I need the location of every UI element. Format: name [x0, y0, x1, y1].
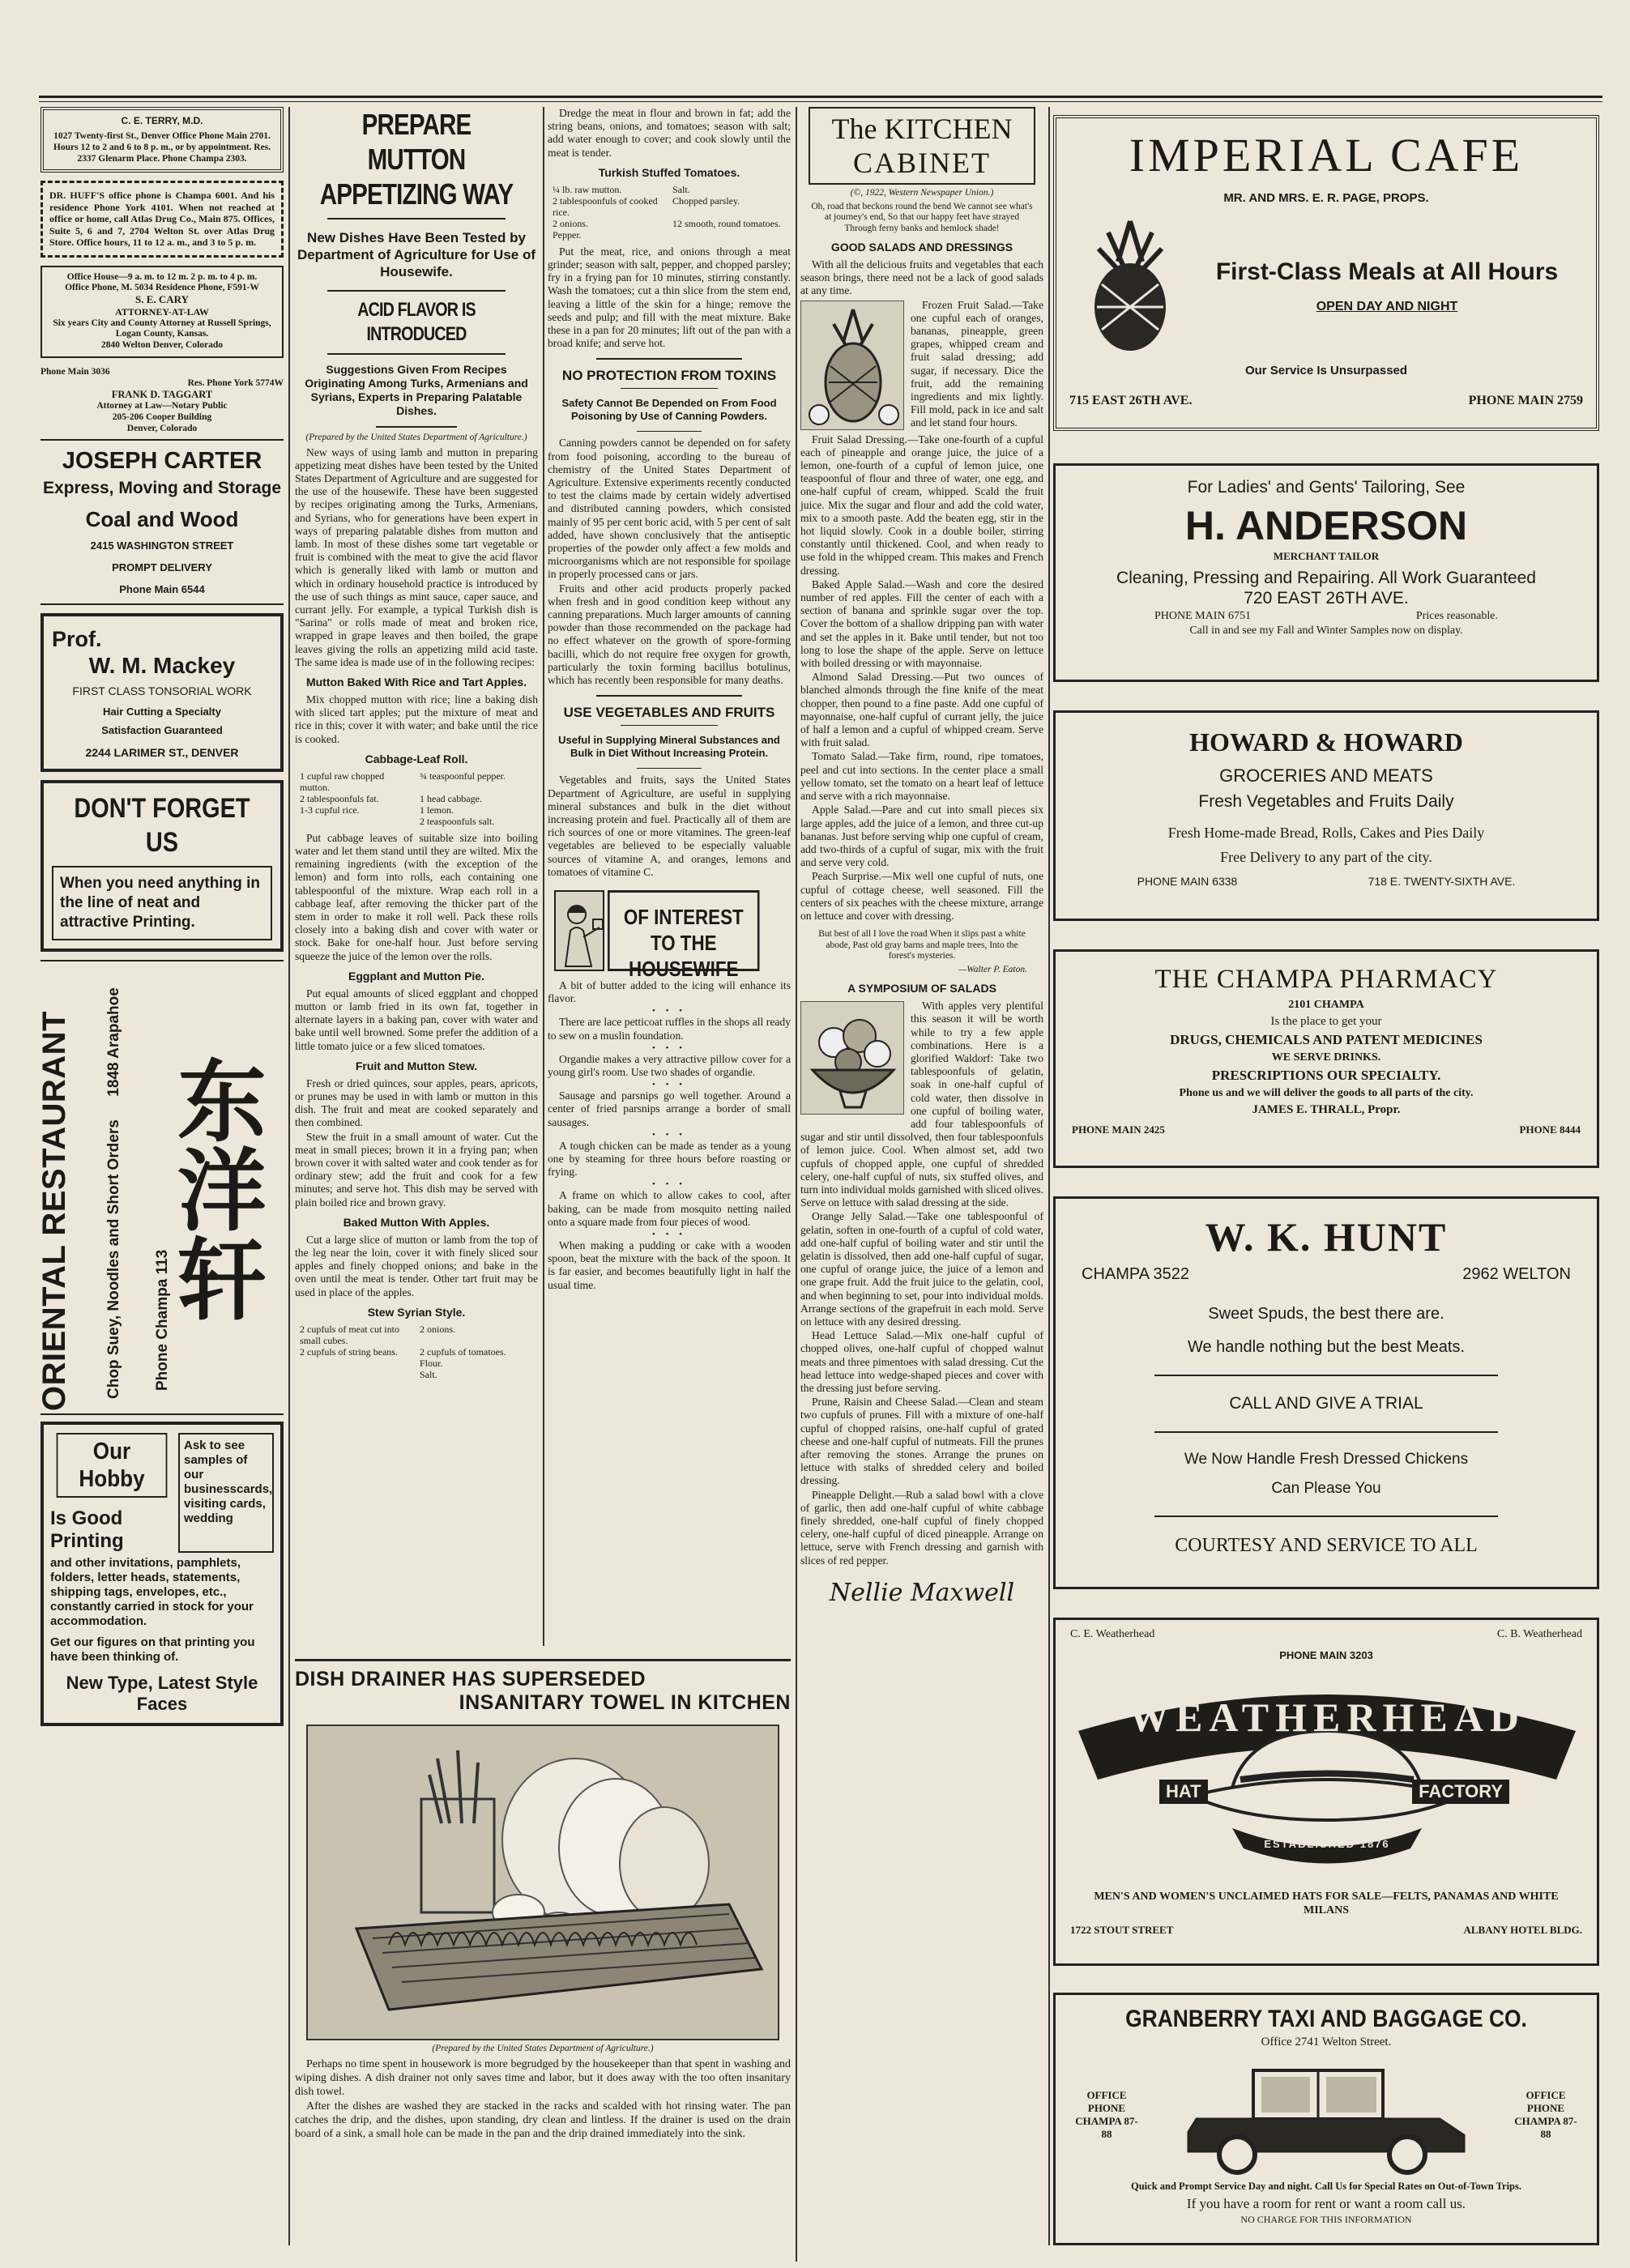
salads-headline: GOOD SALADS AND DRESSINGS — [830, 241, 1013, 254]
hunt-phone: CHAMPA 3522 — [1082, 1265, 1190, 1283]
terry-name: C. E. TERRY, M.D. — [121, 115, 203, 126]
divider — [327, 353, 506, 355]
kitchen-paragraph: Pineapple Delight.—Rub a salad bowl with a clove of garlic, then add one-half cupful of white cabbage finely shredded, one-half cupful of finely chopped celery, one-half cupful of diced pineapple. Arrange on lettuce, serve with French dressing and garnish with slices of red pepper. — [800, 1488, 1043, 1567]
kitchen-poet: —Walter P. Eaton. — [958, 964, 1027, 974]
column-separator — [796, 107, 797, 2262]
carter-line2: Coal and Wood — [85, 507, 239, 531]
pineapple-icon — [801, 301, 905, 431]
imperial-pineapple-logo — [1069, 216, 1191, 354]
weatherhead-est: ESTABLISHED 1876 — [1264, 1838, 1390, 1850]
kitchen-paragraph: Orange Jelly Salad.—Take one tablespoonful of gelatin, soften in one-fourth of a cupful of cold water, add one-half cupful of boiling water and stir until the gelatin is dissolved, then add one-half cupful of sugar, one cupful of orange juice, the juice of a lemon and one grape fruit. Add the fruit juice to the gelatin, cool, and when beginning to set, pour into individual molds. Arrange sections of the grapefruit in each mold. Serve on lettuce with any desired dressing. — [800, 1210, 1043, 1328]
separator-stars: • • • — [651, 1129, 687, 1140]
howard-footer — [1072, 875, 1581, 888]
article-paragraph: Vegetables and fruits, says the United States Department of Agriculture, are useful in supplying mineral substances and bulk in the diet without increasing protein and fuel. Practically all of them are rich sources of one or more vitamines. The green-leaf vegetables are believed to be especially valuable sources of vitamine A, and oranges, lemons and tomatoes of vitamine C. — [548, 774, 791, 878]
granberry-name: GRANBERRY TAXI AND BAGGAGE CO. — [1125, 2006, 1527, 2032]
ingredient: 2 onions. — [553, 217, 589, 229]
recipe-list — [553, 184, 786, 241]
mutton-subhead: Eggplant and Mutton Pie. — [348, 969, 484, 983]
hunt-row — [1073, 1265, 1579, 1284]
cary-title: ATTORNEY-AT-LAW — [115, 305, 209, 318]
hobby-head2: Is Good Printing — [50, 1507, 124, 1552]
ingredient: 2 onions. — [420, 1323, 456, 1335]
imperial-phone: PHONE MAIN 2759 — [1468, 394, 1583, 407]
divider — [376, 426, 457, 428]
imperial-service: Our Service Is Unsurpassed — [1244, 364, 1408, 377]
hobby-side: Ask to see samples of our businesscards, visiting cards, wedding — [178, 1433, 274, 1553]
drainer-paragraph: After the dishes are washed they are stacked in the racks and scalded with hot rinsing water. The pan catches the drip, and the dishes, upon standing, dry clean and lintless. If the drainer is used on the drain board of a sink, a small hole can be made in the pan and the drip drained immediately into the sink. — [295, 2100, 791, 2140]
carter-name: JOSEPH CARTER — [62, 448, 262, 474]
weatherhead-hat: HAT — [1159, 1780, 1208, 1804]
dish-drainer-photo — [306, 1724, 779, 2040]
ingredient: 2 tablespoonfuls of cooked rice. — [553, 194, 658, 218]
top-rule-thin — [39, 101, 1602, 102]
ad-howard — [1053, 710, 1599, 921]
mutton-subhead: Stew Syrian Style. — [367, 1305, 466, 1319]
kitchen-paragraph: Almond Salad Dressing.—Put two ounces of blanched almonds through the fine knife of the meat chopper, then pound to a fine paste. Add one cupful of mayonnaise, one-half cupful of currant jelly, the juice of half a lemon and a cupful of whipped cream. Serve with fruit salad. — [800, 671, 1043, 749]
cary-body: Six years City and County Attorney at Russell Springs, Logan County, Kansas. — [53, 318, 271, 339]
column-5 — [1053, 107, 1599, 2245]
hobby-body2: Get our figures on that printing you have been thinking of. — [50, 1635, 255, 1664]
mutton-subhead: Fruit and Mutton Stew. — [355, 1059, 478, 1072]
recipe-list — [300, 1324, 533, 1380]
champa-address: 2101 CHAMPA — [1288, 999, 1364, 1011]
toxins-deck: Safety Cannot Be Depended on From Food Poisoning by Use of Canning Powders. — [561, 397, 777, 423]
mackey-address: 2244 LARIMER ST., DENVER — [85, 746, 239, 759]
weatherhead-right: C. B. Weatherhead — [1496, 1628, 1582, 1640]
mackey-title: Prof. — [52, 627, 102, 651]
howard-line4: Free Delivery to any part of the city. — [1220, 849, 1432, 865]
mutton-paragraph: Put cabbage leaves of suitable size into boiling water and let them stand until they are wilted. Mix the remaining ingredients (with the exception of the lemon) and form into rolls, each containing one tablespoonful of the mixture. Wrap each roll in a cabbage leaf, after removing the thicker part of the stem in order to make it roll well. Pack these rolls closely into a baking dish and cover with water or stock. Bake for one-half hour. Just before serving squeeze the juice of the lemon over the rolls. — [295, 831, 538, 962]
kitchen-poem: Oh, road that beckons round the bend We cannot see what's at journey's end, So that our happy feet have strayed Through ferny banks and hemlock shade! — [811, 201, 1033, 233]
tip-paragraph: There are lace petticoat ruffles in the shops all ready to sew on a muslin foundation. — [548, 1016, 791, 1042]
hobby-frame — [41, 1422, 284, 1726]
forget-head: DON'T FORGET US — [74, 793, 250, 858]
mackey-line3: Satisfaction Guaranteed — [101, 724, 223, 736]
mutton-paragraph: New ways of using lamb and mutton in preparing appetizing meat dishes have been tested by the United States Department of Agriculture and are suggested for the use of the housewife. These have been suggested by recipes originating among the Turks, Armenians, and Syrians, who for generations have been expert in ways of preparing palatable dishes from mutton and lamb. In most of these dishes some tart vegetable or fruit is combined with the meat to give the acid flavor which is generally liked with lamb or mutton and which in ordinary household practice is introduced by the use of such things as mint sauce, caper sauce, and currant jelly. For example, a typical Turkish dish is "Sarina" or rolls made of meat and broken rice, wrapped in grape leaves and then boiled, the grape leaves giving the rolls an appetizing mild acid taste. The same idea is made use of in the following recipes: — [295, 446, 538, 668]
weatherhead-name: WEATHERHEAD — [1129, 1695, 1525, 1740]
weatherhead-factory: FACTORY — [1412, 1780, 1509, 1804]
ad-champa-pharmacy — [1053, 949, 1599, 1168]
ingredient: 1 head cabbage. — [420, 792, 482, 804]
divider — [1154, 1375, 1498, 1376]
carter-line1: Express, Moving and Storage — [42, 479, 282, 497]
ad-anderson — [1053, 463, 1599, 682]
ingredient: 1-3 cupful rice. — [300, 804, 360, 816]
column-separator — [543, 107, 544, 1646]
divider — [596, 358, 742, 360]
anderson-line1: Cleaning, Pressing and Repairing. All Work Guaranteed — [1116, 569, 1536, 587]
ingredient: Salt. — [420, 1368, 437, 1380]
anderson-title: MERCHANT TAILOR — [1273, 550, 1380, 562]
kitchen-signature: Nellie Maxwell — [829, 1578, 1015, 1607]
weatherhead-phone: PHONE MAIN 3203 — [1279, 1649, 1373, 1661]
mutton-paragraph: Cut a large slice of mutton or lamb from the top of the leg near the loin, cover it with finely sliced sour apples and finely chopped onions; and bake in the oven until the meat is tender. Other tart fruit may be used in place of the apples. — [295, 1233, 538, 1298]
granberry-line2: If you have a room for rent or want a room call us. — [1186, 2196, 1466, 2211]
kitchen-paragraph: Head Lettuce Salad.—Mix one-half cupful of chopped olives, one-half cupful of chopped walnut meats and three pimentoes with salad dressing. Cut the head lettuce into wedge-shaped pieces and cover with the dressing just before serving. — [800, 1329, 1043, 1395]
mutton-paragraph: Stew the fruit in a small amount of water. Cut the meat in small pieces; brown it in a frying pan; when brown cover it with salted water and cook tender as for ordinary stew; add the fruit and cook for a few minutes; and serve hot. This dish may be served with plain boiled rice and brown gravy. — [295, 1130, 538, 1209]
drainer-headline-2: INSANITARY TOWEL IN KITCHEN — [459, 1691, 791, 1714]
hunt-line4: We Now Handle Fresh Dressed Chickens — [1184, 1451, 1469, 1468]
weatherhead-left: C. E. Weatherhead — [1070, 1628, 1155, 1640]
ad-oriental — [36, 960, 284, 1413]
ad-taggart — [41, 366, 284, 441]
anderson-name: H. ANDERSON — [1184, 503, 1468, 548]
anderson-address: 720 EAST 26TH AVE. — [1244, 589, 1409, 608]
separator-stars: • • • — [651, 1179, 687, 1190]
toxins-headline: NO PROTECTION FROM TOXINS — [561, 368, 777, 384]
hobby-body: and other invitations, pamphlets, folders, letter heads, statements, shipping tags, envelopes, etc., constantly carried in stock for your accommodation. — [50, 1556, 254, 1628]
imperial-open: OPEN DAY AND NIGHT — [1316, 300, 1458, 313]
divider — [1154, 1431, 1498, 1433]
weatherhead-banner — [1070, 1666, 1582, 1885]
ingredient: ¾ teaspoonful pepper. — [420, 770, 506, 782]
mutton-deck1: New Dishes Have Been Tested by Department of Agriculture for Use of Housewife. — [297, 230, 536, 279]
howard-name: HOWARD & HOWARD — [1189, 727, 1463, 757]
ingredient: 2 cupfuls of string beans. — [300, 1345, 398, 1358]
divider — [621, 388, 718, 389]
ad-cary — [41, 266, 284, 359]
pineapple-logo-icon — [1069, 216, 1191, 354]
granberry-left: OFFICE PHONE CHAMPA 87-88 — [1075, 2089, 1138, 2140]
hunt-line3: CALL AND GIVE A TRIAL — [1229, 1394, 1423, 1413]
article-subhead: Turkish Stuffed Tomatoes. — [598, 165, 740, 179]
anderson-intro: For Ladies' and Gents' Tailoring, See — [1187, 478, 1466, 497]
ingredient: Flour. — [420, 1357, 443, 1369]
interest-banner — [554, 890, 784, 981]
article-paragraph: Dredge the meat in flour and brown in fat; add the string beans, onions, and tomatoes; season with salt; add water enough to cover; and cook slowly until the meat is tender. — [548, 107, 791, 159]
weatherhead-bldg: ALBANY HOTEL BLDG. — [1463, 1924, 1582, 1936]
granberry-line1: Quick and Prompt Service Day and night. Call Us for Special Rates on Out-of-Town Trips. — [1131, 2181, 1521, 2192]
oriental-rotated-text — [36, 957, 109, 1411]
hunt-line6: COURTESY AND SERVICE TO ALL — [1175, 1535, 1478, 1556]
column-2 — [295, 107, 538, 1646]
taggart-name: FRANK D. TAGGART — [111, 389, 213, 400]
weatherhead-line1: MEN'S AND WOMEN'S UNCLAIMED HATS FOR SALE—FELTS, PANAMAS AND WHITE MILANS — [1094, 1891, 1559, 1916]
mackey-line2: Hair Cutting a Specialty — [103, 706, 221, 718]
champa-name: THE CHAMPA PHARMACY — [1154, 965, 1498, 994]
ad-huff — [41, 181, 284, 258]
mackey-line1: FIRST CLASS TONSORIAL WORK — [72, 684, 252, 697]
oriental-phone: Phone Champa 113 — [154, 1249, 171, 1391]
terry-body: 1027 Twenty-first St., Denver Office Phone Main 2701. Hours 12 to 2 and 6 to 8 p. m., or by appointment. Res. 2337 Glenarm Place. Phone Champa 2303. — [53, 131, 271, 164]
divider — [1154, 1516, 1498, 1517]
cary-hours: Office House—9 a. m. to 12 m. 2 p. m. to 4 p. m. — [66, 271, 258, 282]
ingredient: 1 cupful raw chopped mutton. — [300, 770, 385, 793]
top-rule — [39, 96, 1602, 98]
ingredient: Chopped parsley. — [672, 194, 740, 207]
mutton-subhead: Cabbage-Leaf Roll. — [365, 752, 468, 765]
ingredient: Pepper. — [553, 228, 582, 241]
champa-line2: DRUGS, CHEMICALS AND PATENT MEDICINES — [1170, 1032, 1483, 1047]
column-3 — [548, 107, 791, 1646]
cary-phone: Office Phone, M. 5034 Residence Phone, F591-W — [65, 282, 259, 292]
mutton-paragraph: Fresh or dried quinces, sour apples, pears, apricots, or prunes may be used in with lamb or mutton in this dish. The fruit and meat are cooked separately and then combined. — [295, 1076, 538, 1129]
kitchen-paragraph: Tomato Salad.—Take firm, round, ripe tomatoes, peel and cut into sections. In the center place a small yellow tomato, set the tomato on a heart leaf of lettuce and serve with a rich mayonnaise. — [800, 750, 1043, 803]
tip-paragraph: When making a pudding or cake with a wooden spoon, beat the mixture with the back of the spoon. It is far easier, and becomes beautifully light in half the usual time. — [548, 1238, 791, 1291]
article-paragraph: Fruits and other acid products properly packed when fresh and in good condition keep without any canning preparations. Much larger amounts of canning powder than those recommended on the package had no effect whatever on the growth of spore-forming bacilli, which do not require free oxygen for growth, particularly the toxin forming bacillus botulinus, which has recently been responsible for many deaths. — [548, 582, 791, 687]
mutton-deck3: Suggestions Given From Recipes Originating Among Turks, Armenians and Syrians, Experts in Preparing Palatable Dishes. — [305, 363, 528, 417]
imperial-footer — [1069, 394, 1583, 408]
recipe-list — [300, 770, 533, 827]
interest-headline: OF INTEREST TO THE HOUSEWIFE — [608, 890, 759, 971]
ad-mackey — [41, 613, 284, 772]
kitchen-title-2: CABINET — [853, 147, 991, 179]
ad-carter — [41, 447, 284, 605]
ad-granberry — [1053, 1993, 1599, 2245]
carter-delivery: PROMPT DELIVERY — [112, 561, 212, 573]
imperial-text — [1191, 256, 1583, 314]
hobby-head1: Our Hobby — [57, 1433, 168, 1498]
howard-line3: Fresh Home-made Bread, Rolls, Cakes and Pies Daily — [1167, 825, 1485, 841]
ad-weatherhead — [1053, 1618, 1599, 1966]
oriental-address: 1848 Arapahoe — [105, 987, 122, 1097]
ingredient: 2 teaspoonfuls salt. — [420, 815, 495, 827]
kitchen-cabinet-masthead — [809, 107, 1035, 185]
kitchen-title-1: The KITCHEN — [831, 113, 1013, 145]
oriental-menu: Chop Suey, Noodles and Short Orders — [105, 1119, 122, 1399]
howard-address: 718 E. TWENTY-SIXTH AVE. — [1368, 875, 1516, 888]
champa-footer — [1072, 1123, 1581, 1136]
tip-paragraph: A bit of butter added to the icing will enhance its flavor. — [548, 978, 791, 1005]
separator-stars: • • • — [651, 1229, 687, 1239]
carter-phone: Phone Main 6544 — [119, 583, 205, 595]
howard-phone: PHONE MAIN 6338 — [1137, 875, 1238, 888]
taggart-city: Denver, Colorado — [126, 424, 198, 433]
anderson-prices: Prices reasonable. — [1415, 610, 1498, 622]
hunt-address: 2962 WELTON — [1462, 1265, 1571, 1283]
article-paragraph: Canning powders cannot be depended on for safety from food poisoning, according to the bureau of chemistry of the United States Department of Agriculture. Extensive experiments recently conducted to test the claims made by certain widely advertised and distributed canning powders, which consisted mainly of 95 per cent boric acid, with 5 per cent of salt added, have shown conclusively that the antiseptic properties of the powder only affect a few molds and microorganisms which are not responsible for spoilage in properly processed cans or jars. — [548, 437, 791, 581]
ingredient: ¼ lb. raw mutton. — [553, 183, 622, 195]
granberry-right: OFFICE PHONE CHAMPA 87-88 — [1514, 2089, 1577, 2140]
oriental-name: ORIENTAL RESTAURANT — [36, 1011, 72, 1411]
mackey-name: W. M. Mackey — [88, 653, 236, 678]
cary-address: 2840 Welton Denver, Colorado — [100, 339, 224, 350]
column-separator — [288, 107, 290, 2245]
tip-paragraph: A frame on which to allow cakes to cool, after baking, can be made from mosquito netting nailed onto a square made from four pieces of wood. — [548, 1189, 791, 1228]
hunt-line5: Can Please You — [1271, 1480, 1381, 1497]
ad-our-hobby — [41, 1413, 284, 1726]
divider — [637, 768, 702, 769]
drainer-credit: (Prepared by the United States Department of Agriculture.) — [432, 2044, 654, 2053]
forget-body: When you need anything in the line of neat and attractive Printing. — [52, 866, 272, 940]
imperial-meals: First-Class Meals at All Hours — [1215, 258, 1559, 285]
hunt-name: W. K. HUNT — [1205, 1214, 1448, 1260]
mutton-subhead: Mutton Baked With Rice and Tart Apples. — [305, 675, 527, 688]
divider — [637, 431, 702, 432]
column-4 — [800, 107, 1043, 2262]
carter-address: 2415 WASHINGTON STREET — [90, 539, 234, 552]
kitchen-paragraph: Peach Surprise.—Mix well one cupful of nuts, one cupful of cottage cheese, well seasoned. Fill the centers of six peaches with the cheese mixture, arrange on lettuce and cover with dressing. — [800, 870, 1043, 922]
tip-paragraph: Sausage and parsnips go well together. Around a center of fried parsnips arrange a border of small sausages. — [548, 1089, 791, 1128]
ingredient: 2 tablespoonfuls fat. — [300, 792, 379, 804]
imperial-address: 715 EAST 26TH AVE. — [1069, 394, 1193, 407]
divider — [327, 290, 506, 292]
hobby-heads — [50, 1433, 173, 1553]
weatherhead-footer — [1070, 1924, 1582, 1937]
anderson-phone: PHONE MAIN 6751 — [1154, 610, 1251, 622]
ingredient: Salt. — [672, 183, 690, 195]
ad-imperial-cafe — [1053, 115, 1599, 431]
fruit-bowl-icon — [801, 1002, 905, 1115]
mutton-subhead: Baked Mutton With Apples. — [343, 1215, 490, 1229]
vegetables-deck: Useful in Supplying Mineral Substances and Bulk in Diet Without Increasing Protein. — [558, 734, 780, 760]
taggart-address: 205-206 Cooper Building — [112, 412, 212, 422]
kitchen-paragraph: With all the delicious fruits and vegetables that each season brings, there need not be a lack of good salads at any time. — [800, 258, 1043, 297]
tip-paragraph: A tough chicken can be made as tender as a young one by steaming for three hours before roasting or frying. — [548, 1139, 791, 1179]
dish-drainer-article — [295, 1659, 791, 2242]
pineapple-illustration — [800, 301, 904, 430]
drainer-paragraph: Perhaps no time spent in housework is more begrudged by the housekeeper than that spent in washing and wiping dishes. A dish drainer not only saves time and labor, but it does away with the too often insanitary dish towel. — [295, 2057, 791, 2098]
article-paragraph: Put the meat, rice, and onions through a meat grinder; season with salt, pepper, and chopped parsley; fry in a frying pan for 10 minutes, stirring constantly. Wash the tomatoes; cut a thin slice from the stem end, leaving a little of the skin for a hinge; remove the seeds and pulp; and fill with the meat mixture. Bake these in a pan for 20 minutes; lift out of the pan with a broad knife; and serve hot. — [548, 245, 791, 350]
housewife-illustration — [554, 890, 604, 971]
mutton-headline: PREPARE MUTTON APPETIZING WAY — [319, 108, 514, 211]
kitchen-poem: But best of all I love the road When it slips past a white abode, Past old gray barns and maple trees, Into the forest's mysteries. — [818, 929, 1026, 961]
symposium-headline: A SYMPOSIUM OF SALADS — [847, 982, 996, 995]
column-1 — [36, 107, 284, 2245]
divider — [621, 725, 718, 726]
weatherhead-names — [1070, 1628, 1582, 1641]
mutton-paragraph: Mix chopped mutton with rice; line a baking dish with sliced tart apples; put the mixture of meat and rice in this; cover it with water; and bake until the rice is cooked. — [295, 693, 538, 745]
huff-body: DR. HUFF'S office phone is Champa 6001. And his residence Phone York 4101. When not reached at office or home, call Atlas Drug Co., Main 875. Offices, Suite 5, 6 and 7, 2704 Welton St. over Atlas Drug Store. Office hours, 11 to 12 a. m., and 3 to 5 p. m. — [49, 190, 275, 248]
champa-line5: Phone us and we will deliver the goods to all parts of the city. — [1179, 1087, 1474, 1099]
anderson-row — [1072, 610, 1581, 623]
separator-stars: • • • — [651, 1006, 687, 1017]
imperial-name: IMPERIAL CAFE — [1129, 129, 1524, 181]
anderson-call: Call in and see my Fall and Winter Samples now on display. — [1189, 625, 1463, 637]
champa-phone1: PHONE MAIN 2425 — [1072, 1123, 1165, 1136]
kitchen-paragraph: Baked Apple Salad.—Wash and core the desired number of red apples. Fill the center of each with a section of banana and sprinkle sugar over the top. Cover the bottom of a shallow dripping pan with water and set the apples in it. Bake until tender, but not too long to lose the shape of the apple. Serve on lettuce with boiled dressing or with mayonnaise. — [800, 578, 1043, 670]
champa-line4: PRESCRIPTIONS OUR SPECIALTY. — [1211, 1068, 1441, 1083]
ad-terry — [41, 107, 284, 173]
tip-paragraph: Organdie makes a very attractive pillow cover for a young girl's room. Use two shades of organdie. — [548, 1052, 791, 1078]
taggart-title: Attorney at Law—Notary Public — [96, 401, 228, 411]
fruit-bowl-illustration — [800, 1001, 904, 1115]
howard-line2: Fresh Vegetables and Fruits Daily — [1198, 792, 1454, 811]
granberry-middle — [1070, 2054, 1582, 2176]
ad-hunt — [1053, 1196, 1599, 1589]
champa-phone2: PHONE 8444 — [1519, 1123, 1581, 1136]
hobby-top — [50, 1433, 274, 1553]
hunt-line2: We handle nothing but the best Meats. — [1187, 1338, 1466, 1356]
cary-name: S. E. CARY — [135, 292, 189, 305]
taggart-phone-main: Phone Main 3036 — [41, 367, 110, 377]
imperial-middle — [1069, 216, 1583, 354]
ingredient: 12 smooth, round tomatoes. — [672, 217, 781, 229]
kitchen-paragraph: Apple Salad.—Pare and cut into small pieces six large apples, add the juice of a lemon, and three cut-up bananas. Just before serving whip one cupful of cream, add two-thirds of a cupful of sugar, mix with the fruit and serve very cold. — [800, 804, 1043, 869]
howard-line1: GROCERIES AND MEATS — [1219, 765, 1433, 786]
kitchen-paragraph: Frozen Fruit Salad.—Take one cupful each of oranges, bananas, pineapple, green grapes, whipped cream and fruit salad dressing; add sugar, if necessary. Dice the fruit, add the remaining ingredients and mix lightly. Fill mold, pack in ice and salt and let stand four hours. — [911, 298, 1043, 429]
taxi-car-icon — [1164, 2054, 1488, 2176]
ingredient: 2 cupfuls of meat cut into small cubes. — [300, 1323, 399, 1346]
housewife-icon — [556, 892, 606, 970]
granberry-office: Office 2741 Welton Street. — [1261, 2036, 1392, 2048]
column-separator — [1048, 107, 1050, 2245]
divider — [596, 695, 742, 697]
taggart-phone-res: Res. Phone York 5774W — [187, 378, 284, 388]
kitchen-paragraph: With apples very plentiful this season it will be worth while to try a few apple combinations. Here is a glorified Waldorf: Take two tablespoonfuls of gelatin, soak in one-half cupful of cold water, then dissolve in one cupful of boiling water, add four tablespoonfuls of sugar and stir until dissolved, then four tablespoonfuls of lemon juice. Cool. When almost set, add two cupfuls of chopped apple, one cupful of shredded celery, one-half cupful of nuts, six stuffed olives, and turn into individual molds garnished with sliced olives. Serve on lettuce with salad dressing at the side. — [800, 1000, 1043, 1209]
separator-stars: • • • — [651, 1042, 687, 1053]
kitchen-copyright: (©, 1922, Western Newspaper Union.) — [850, 188, 994, 198]
dish-drainer-icon — [308, 1726, 778, 2039]
hunt-line1: Sweet Spuds, the best there are. — [1208, 1305, 1444, 1323]
vegetables-headline: USE VEGETABLES AND FRUITS — [563, 705, 775, 721]
ingredient: 2 cupfuls of tomatoes. — [420, 1345, 506, 1358]
separator-stars: • • • — [651, 1080, 687, 1090]
ad-dont-forget — [41, 780, 284, 952]
mutton-credit: (Prepared by the United States Department of Agriculture.) — [305, 433, 527, 442]
divider — [327, 218, 506, 220]
imperial-props: MR. AND MRS. E. R. PAGE, PROPS. — [1223, 191, 1429, 205]
champa-prop: JAMES E. THRALL, Propr. — [1252, 1103, 1401, 1116]
ingredient: 1 lemon. — [420, 804, 454, 816]
oriental-chinese-characters: 东洋轩 — [163, 1055, 267, 1322]
drainer-headline-1: DISH DRAINER HAS SUPERSEDED — [295, 1668, 646, 1690]
kitchen-paragraph: Fruit Salad Dressing.—Take one-fourth of a cupful each of pineapple and orange juice, the juice of a lemon, one-fourth of a cupful of lemon juice, one teaspoonful of flour and three of water, one egg, and one-half cupful of cream, whipped. Scald the fruit juice. Mix the sugar and flour and add the cold water, mix to a smooth paste. Add the beaten egg, stir in the hot liquid slowly. Cook in a double boiler, stirring constantly until thickened. Cool, and when ready to use fold in the whipped cream. This makes and French dressing. — [800, 433, 1043, 577]
kitchen-paragraph: Prune, Raisin and Cheese Salad.—Clean and steam two cupfuls of prunes. Fill with a mixture of one-half cupful of chopped raisins, one-half cupful of grated cheese and one-half cupful of nutmeats. Fill the prunes after removing the stones. Arrange the prunes on lettuce with stalks of shredded celery and boiled dressing. — [800, 1396, 1043, 1487]
mutton-deck2: ACID FLAVOR IS INTRODUCED — [357, 299, 476, 345]
granberry-line3: NO CHARGE FOR THIS INFORMATION — [1240, 2214, 1412, 2225]
champa-line1: Is the place to get your — [1270, 1015, 1382, 1028]
champa-line3: WE SERVE DRINKS. — [1271, 1051, 1381, 1064]
weatherhead-address: 1722 STOUT STREET — [1070, 1924, 1174, 1936]
hobby-foot: New Type, Latest Style Faces — [66, 1673, 258, 1714]
mutton-paragraph: Put equal amounts of sliced eggplant and chopped mutton or lamb fried in its own fat, together in alternate layers in a baking pan, cover with water and bake until well browned. Some prefer the addition of a little tomato juice or a few sliced tomatoes. — [295, 987, 538, 1052]
